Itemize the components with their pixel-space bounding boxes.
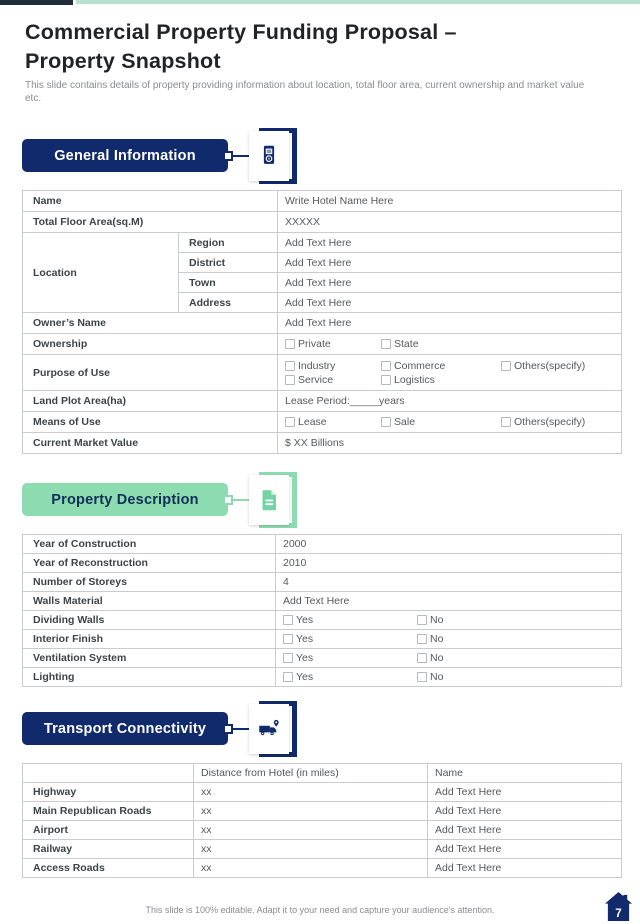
option-label: Industry — [298, 359, 336, 372]
checkbox[interactable] — [381, 361, 391, 371]
row-value — [276, 611, 622, 630]
row-label: Means of Use — [23, 412, 278, 433]
option-commerce — [381, 360, 501, 372]
row-label: Lighting — [23, 668, 276, 687]
option-label: No — [430, 652, 444, 664]
option-label: Service — [298, 373, 334, 386]
option-sale — [381, 416, 501, 428]
row-name: Add Text Here — [428, 802, 622, 821]
table-row — [23, 412, 622, 433]
section-heading-pill: General Information — [22, 139, 228, 172]
row-label: Current Market Value — [23, 433, 278, 454]
table-row — [23, 191, 622, 212]
row-name: Add Text Here — [428, 840, 622, 859]
page-number-badge — [604, 891, 633, 922]
checkbox[interactable] — [283, 634, 293, 644]
top-accent-dark-segment — [0, 0, 73, 5]
row-label: Purpose of Use — [23, 355, 278, 391]
row-value: Add Text Here — [278, 313, 622, 334]
row-label: Year of Reconstruction — [23, 554, 276, 573]
table-row — [23, 840, 622, 859]
row-value: Add Text Here — [278, 273, 622, 293]
row-value — [276, 649, 622, 668]
icon-card — [249, 704, 289, 754]
row-distance: xx — [194, 783, 428, 802]
checkbox[interactable] — [381, 417, 391, 427]
row-value: Add Text Here — [276, 592, 622, 611]
option-state — [381, 338, 419, 350]
option-label: Yes — [296, 633, 314, 645]
row-label: Main Republican Roads — [23, 802, 194, 821]
table-row — [23, 859, 622, 878]
parking-meter-icon — [256, 143, 282, 169]
table-row — [23, 592, 622, 611]
column-header-empty — [23, 764, 194, 783]
option-label: Commerce — [394, 359, 446, 372]
option-no — [417, 614, 443, 626]
option-others — [501, 416, 585, 428]
row-value: 4 — [276, 573, 622, 592]
row-value: 2010 — [276, 554, 622, 573]
table-row — [23, 355, 622, 391]
footer-note: This slide is 100% editable. Adapt it to your need and capture your audience's attention. — [145, 905, 495, 915]
row-distance: xx — [194, 802, 428, 821]
row-value — [278, 412, 622, 433]
top-accent-mint-segment — [76, 0, 640, 4]
option-label: Private — [298, 338, 331, 350]
row-value — [276, 668, 622, 687]
row-value: Add Text Here — [278, 233, 622, 253]
option-private — [285, 338, 381, 350]
transport-connectivity-table — [22, 763, 622, 878]
row-name: Add Text Here — [428, 783, 622, 802]
checkbox[interactable] — [283, 615, 293, 625]
table-row — [23, 611, 622, 630]
checkbox[interactable] — [283, 672, 293, 682]
connector-node — [223, 495, 233, 505]
row-value: 2000 — [276, 535, 622, 554]
table-header-row — [23, 764, 622, 783]
option-label: Sale — [394, 416, 416, 428]
row-label: Dividing Walls — [23, 611, 276, 630]
section-heading-pill: Property Description — [22, 483, 228, 516]
table-row — [23, 554, 622, 573]
option-label: No — [430, 633, 444, 645]
option-label: Logistics — [394, 373, 435, 386]
row-value: Add Text Here — [278, 253, 622, 273]
checkbox[interactable] — [285, 417, 295, 427]
row-label: Highway — [23, 783, 194, 802]
table-row — [23, 802, 622, 821]
option-label: Others(specify) — [514, 416, 586, 428]
table-row — [23, 630, 622, 649]
section-heading-pill: Transport Connectivity — [22, 712, 228, 745]
row-label: Walls Material — [23, 592, 276, 611]
document-icon — [256, 487, 282, 513]
row-value — [276, 630, 622, 649]
top-accent-bar — [0, 0, 640, 5]
table-row — [23, 783, 622, 802]
row-label: Access Roads — [23, 859, 194, 878]
option-yes — [283, 652, 417, 664]
row-value: Write Hotel Name Here — [278, 191, 622, 212]
table-row — [23, 313, 622, 334]
row-value: Lease Period:_____years — [278, 391, 622, 412]
checkbox[interactable] — [417, 615, 427, 625]
row-value — [278, 334, 622, 355]
row-name: Add Text Here — [428, 859, 622, 878]
checkbox[interactable] — [283, 653, 293, 663]
option-label: Others(specify) — [514, 359, 586, 372]
row-label: Number of Storeys — [23, 573, 276, 592]
table-row — [23, 649, 622, 668]
truck-icon — [256, 716, 282, 742]
row-label: Total Floor Area(sq.M) — [23, 212, 278, 233]
section-property-description — [22, 472, 322, 528]
column-header-distance: Distance from Hotel (in miles) — [194, 764, 428, 783]
section-transport-connectivity — [22, 701, 322, 757]
page-subtitle: This slide contains details of property providing information about location, total floor area, current ownership and market value etc. — [25, 80, 585, 104]
table-row — [23, 212, 622, 233]
checkbox[interactable] — [285, 375, 295, 385]
page-title-line2: Property Snapshot — [25, 49, 221, 73]
section-general-information — [22, 128, 322, 184]
table-row — [23, 535, 622, 554]
option-no — [417, 671, 443, 683]
table-row — [23, 573, 622, 592]
page-title-line1: Commercial Property Funding Proposal – — [25, 20, 457, 44]
table-row — [23, 821, 622, 840]
option-label: State — [394, 338, 419, 350]
table-row — [23, 433, 622, 454]
option-logistics — [381, 374, 435, 386]
option-service — [285, 374, 381, 386]
option-yes — [283, 671, 417, 683]
checkbox[interactable] — [501, 361, 511, 371]
row-label: Interior Finish — [23, 630, 276, 649]
option-label: Lease — [298, 416, 327, 428]
checkbox[interactable] — [501, 417, 511, 427]
row-distance: xx — [194, 821, 428, 840]
icon-card — [249, 131, 289, 181]
checkbox[interactable] — [381, 375, 391, 385]
house-icon — [604, 891, 633, 922]
option-label: Yes — [296, 652, 314, 664]
row-label: Location — [23, 233, 179, 313]
row-value: XXXXX — [278, 212, 622, 233]
checkbox[interactable] — [285, 339, 295, 349]
option-yes — [283, 633, 417, 645]
option-industry — [285, 360, 381, 372]
row-label: Year of Construction — [23, 535, 276, 554]
row-value — [278, 355, 622, 391]
row-label: Railway — [23, 840, 194, 859]
table-row — [23, 668, 622, 687]
option-label: No — [430, 614, 444, 626]
sub-row-label: Address — [179, 293, 278, 313]
option-lease — [285, 416, 381, 428]
property-description-table — [22, 534, 622, 687]
row-distance: xx — [194, 840, 428, 859]
page-number: 7 — [615, 907, 622, 921]
general-information-table — [22, 190, 622, 454]
checkbox[interactable] — [417, 653, 427, 663]
option-label: Yes — [296, 671, 314, 683]
row-label: Ventilation System — [23, 649, 276, 668]
sub-row-label: Town — [179, 273, 278, 293]
table-row — [23, 391, 622, 412]
row-label: Airport — [23, 821, 194, 840]
row-value: $ XX Billions — [278, 433, 622, 454]
option-no — [417, 633, 443, 645]
column-header-name: Name — [428, 764, 622, 783]
row-label: Owner’s Name — [23, 313, 278, 334]
option-label: No — [430, 671, 444, 683]
option-no — [417, 652, 443, 664]
row-label: Name — [23, 191, 278, 212]
page-title — [25, 18, 615, 76]
table-row — [23, 334, 622, 355]
connector-node — [223, 724, 233, 734]
checkbox[interactable] — [417, 672, 427, 682]
connector-node — [223, 151, 233, 161]
option-others — [501, 360, 585, 372]
checkbox[interactable] — [285, 361, 295, 371]
row-name: Add Text Here — [428, 821, 622, 840]
sub-row-label: Region — [179, 233, 278, 253]
option-label: Yes — [296, 614, 314, 626]
row-label: Land Plot Area(ha) — [23, 391, 278, 412]
icon-card — [249, 475, 289, 525]
row-label: Ownership — [23, 334, 278, 355]
sub-row-label: District — [179, 253, 278, 273]
row-distance: xx — [194, 859, 428, 878]
option-yes — [283, 614, 417, 626]
checkbox[interactable] — [417, 634, 427, 644]
row-value: Add Text Here — [278, 293, 622, 313]
table-row — [23, 233, 622, 253]
checkbox[interactable] — [381, 339, 391, 349]
